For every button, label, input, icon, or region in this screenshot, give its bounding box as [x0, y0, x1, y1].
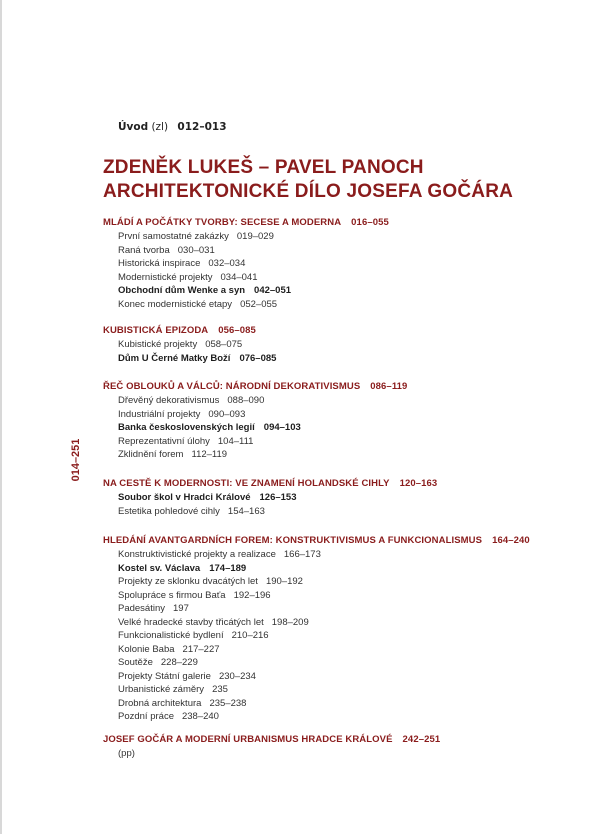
- item-pages: 094–103: [263, 422, 301, 433]
- item-pages: 198–209: [271, 616, 309, 628]
- item-pages: 090–093: [208, 408, 246, 420]
- item-title: Dřevěný dekorativismus: [118, 395, 220, 406]
- item-pages: 076–085: [239, 352, 277, 364]
- section-title: KUBISTICKÁ EPIZODA: [103, 325, 209, 336]
- toc-section: [103, 324, 583, 365]
- item-title: První samostatné zakázky: [118, 231, 229, 242]
- item-pages: 088–090: [227, 395, 265, 406]
- item-pages: 032–034: [208, 258, 246, 269]
- toc-item[interactable]: [118, 656, 583, 670]
- toc-item[interactable]: [118, 435, 583, 449]
- item-title: Reprezentativní úlohy: [118, 435, 210, 447]
- toc-item-highlight[interactable]: [118, 491, 583, 505]
- section-title: NA CESTĚ K MODERNOSTI: VE ZNAMENÍ HOLANDSKÉ CIHLY: [103, 478, 390, 489]
- item-title: Historická inspirace: [118, 258, 201, 269]
- item-title: Velké hradecké stavby třicátých let: [118, 616, 264, 628]
- toc-item[interactable]: [118, 505, 583, 519]
- item-title: Padesátiny: [118, 603, 166, 614]
- toc-item[interactable]: [118, 338, 583, 352]
- section-title: JOSEF GOČÁR A MODERNÍ URBANISMUS HRADCE KRÁLOVÉ: [103, 734, 393, 745]
- intro-label: Úvod: [118, 121, 149, 133]
- toc-item[interactable]: [118, 244, 583, 258]
- toc-section: [103, 216, 583, 311]
- toc-item-highlight[interactable]: [118, 352, 583, 366]
- item-pages: 030–031: [177, 244, 215, 256]
- toc-item-highlight[interactable]: [118, 562, 583, 576]
- item-pages: 235–238: [209, 697, 247, 709]
- toc-item[interactable]: [118, 230, 583, 244]
- intro-pages: 012–013: [177, 121, 227, 133]
- intro-author: (zl): [151, 121, 169, 133]
- item-title: Urbanistické záměry: [118, 684, 205, 695]
- section-pages: 056–085: [218, 325, 256, 336]
- section-pages: 120–163: [399, 478, 438, 489]
- section-heading[interactable]: [103, 216, 583, 230]
- item-pages: 058–075: [205, 339, 243, 350]
- item-pages: 192–196: [233, 589, 271, 601]
- item-title: Zklidnění forem: [118, 449, 184, 460]
- toc-item[interactable]: [118, 683, 583, 697]
- item-pages: 197: [173, 603, 189, 614]
- section-author: [118, 747, 583, 761]
- toc-section: [103, 733, 583, 761]
- book-authors: ZDENĚK LUKEŠ – PAVEL PANOCH: [103, 157, 424, 178]
- section-heading[interactable]: [103, 733, 583, 747]
- toc-section: [103, 380, 583, 462]
- section-heading[interactable]: [103, 324, 583, 338]
- section-title: HLEDÁNÍ AVANTGARDNÍCH FOREM: KONSTRUKTIVISMUS A FUNKCIONALISMUS: [103, 535, 483, 546]
- item-pages: 217–227: [182, 643, 220, 655]
- item-title: Obchodní dům Wenke a syn: [118, 285, 246, 296]
- page-edge: [0, 0, 2, 834]
- toc-section: [103, 534, 583, 724]
- intro-entry[interactable]: [118, 121, 227, 133]
- item-title: Drobná architektura: [118, 697, 202, 709]
- item-pages: 112–119: [191, 449, 228, 460]
- item-title: Estetika pohledové cihly: [118, 505, 220, 517]
- item-title: Kostel sv. Václava: [118, 562, 201, 574]
- item-title: Modernistické projekty: [118, 271, 213, 283]
- section-heading[interactable]: [103, 477, 583, 491]
- item-title: Dům U Černé Matky Boží: [118, 352, 231, 364]
- section-pages: 242–251: [402, 734, 441, 745]
- item-pages: 174–189: [209, 562, 247, 574]
- item-title: Industriální projekty: [118, 408, 201, 420]
- item-pages: 154–163: [227, 505, 265, 517]
- toc-item[interactable]: [118, 616, 583, 630]
- toc-item[interactable]: [118, 448, 583, 462]
- section-pages: 016–055: [351, 217, 389, 228]
- item-title: Konstruktivistické projekty a realizace: [118, 549, 276, 560]
- toc-item[interactable]: [118, 602, 583, 616]
- toc-item[interactable]: [118, 589, 583, 603]
- toc-item-highlight[interactable]: [118, 284, 583, 298]
- toc-item[interactable]: [118, 643, 583, 657]
- toc-item[interactable]: [118, 271, 583, 285]
- item-title: Funkcionalistické bydlení: [118, 630, 224, 641]
- toc-item[interactable]: [118, 697, 583, 711]
- toc-section: [103, 477, 583, 518]
- item-pages: 126–153: [259, 492, 297, 503]
- toc-item[interactable]: [118, 394, 583, 408]
- item-title: Raná tvorba: [118, 244, 170, 256]
- toc-item[interactable]: [118, 408, 583, 422]
- toc-item[interactable]: [118, 710, 583, 724]
- item-title: Projekty Státní galerie: [118, 670, 211, 682]
- toc-item[interactable]: [118, 257, 583, 271]
- item-title: Banka československých legií: [118, 422, 255, 433]
- toc-item[interactable]: [118, 548, 583, 562]
- item-title: Soutěže: [118, 657, 153, 668]
- toc-item-highlight[interactable]: [118, 421, 583, 435]
- toc-item[interactable]: [118, 670, 583, 684]
- section-pages: 086–119: [370, 381, 408, 392]
- item-title: Spolupráce s firmou Baťa: [118, 589, 226, 601]
- item-title: Pozdní práce: [118, 711, 174, 722]
- item-title: (pp): [118, 748, 135, 759]
- item-pages: 052–055: [240, 298, 278, 310]
- book-main-title: ARCHITEKTONICKÉ DÍLO JOSEFA GOČÁRA: [103, 181, 514, 202]
- item-pages: 166–173: [283, 549, 321, 560]
- book-title: [103, 156, 513, 204]
- item-title: Projekty ze sklonku dvacátých let: [118, 576, 258, 587]
- item-title: Soubor škol v Hradci Králové: [118, 492, 251, 503]
- toc-item[interactable]: [118, 629, 583, 643]
- toc-item[interactable]: [118, 298, 583, 312]
- side-page-range-text: 014–251: [70, 438, 82, 482]
- item-pages: 228–229: [160, 657, 198, 668]
- item-pages: 230–234: [218, 670, 256, 682]
- item-pages: 034–041: [220, 271, 258, 283]
- toc-item[interactable]: [118, 575, 583, 589]
- item-title: Kubistické projekty: [118, 339, 198, 350]
- section-title: MLÁDÍ A POČÁTKY TVORBY: SECESE A MODERNA: [103, 217, 342, 228]
- item-title: Konec modernistické etapy: [118, 298, 233, 310]
- section-pages: 164–240: [492, 535, 530, 546]
- item-pages: 210–216: [231, 630, 269, 641]
- item-pages: 019–029: [236, 231, 274, 242]
- item-pages: 190–192: [265, 576, 303, 587]
- section-title: ŘEČ OBLOUKŮ A VÁLCŮ: NÁRODNÍ DEKORATIVISMUS: [103, 381, 361, 392]
- item-title: Kolonie Baba: [118, 643, 175, 655]
- item-pages: 238–240: [181, 711, 219, 722]
- item-pages: 235: [212, 684, 228, 695]
- item-pages: 104–111: [217, 435, 254, 447]
- item-pages: 042–051: [254, 285, 292, 296]
- section-heading[interactable]: [103, 534, 583, 548]
- section-heading[interactable]: [103, 380, 583, 394]
- side-page-range: [68, 430, 84, 490]
